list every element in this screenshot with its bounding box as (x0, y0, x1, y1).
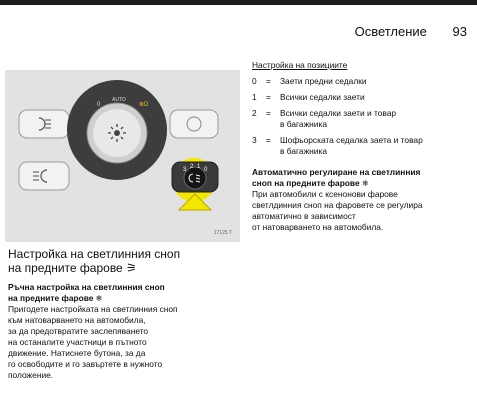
top-bar (0, 0, 477, 5)
manual-subheading: Ръчна настройка на светлинния сноп на предните фарове ❄ (8, 282, 165, 303)
section-title (8, 247, 180, 275)
right-column (252, 60, 474, 233)
running-header (355, 24, 467, 39)
auto-body: При автомобили с ксенонови фарове светлдинния сноп на фаровете се регулира автоматично в зависимост от натоварването на автомобила. (252, 189, 423, 232)
snowflake-icon: ❄ (95, 294, 103, 303)
page-number: 93 (452, 24, 467, 39)
auto-heading: Автоматично регулиране на светлинния сноп на предните фарове ❄ (252, 167, 421, 188)
wheel-digit-2: 2 (190, 164, 194, 170)
dial-label-off: 0 (97, 102, 101, 108)
wheel-digit-1: 1 (197, 164, 201, 170)
fog-light-button (19, 110, 69, 138)
snowflake-icon: ❄ (361, 179, 369, 188)
positions-heading: Настройка на позициите (252, 60, 348, 70)
title-line-1: Настройка на светлинния сноп (8, 247, 181, 261)
rear-fog-light-button (19, 162, 69, 190)
title-line-2: на предните фарове (8, 261, 123, 275)
position-item: 1 = Всички седалки заети (252, 92, 365, 102)
instrument-illumination-button (170, 110, 218, 138)
dial-label-auto: AUTO (112, 97, 126, 103)
wheel-digit-0: 0 (204, 167, 208, 173)
section-name: Осветление (354, 24, 427, 39)
position-item: 3 = Шофьорската седалка заета и товар в багажника (252, 135, 423, 156)
position-item: 2 = Всички седалки заети и товар в багажника (252, 108, 397, 129)
manual-adjustment-text (8, 282, 240, 381)
manual-body: Пригодете настройката на светлинния сноп към натоварването на автомобила, за да предотвратите заслепяването на останалите участници в пътното движение. Натиснете бутона, за да го освободите и го завъртете в нужното положение. (8, 304, 178, 380)
wheel-digit-3: 3 (183, 167, 187, 173)
position-item: 0 = Заети предни седалки (252, 76, 367, 86)
dial-label-headlight: ≣D (139, 102, 149, 108)
auto-adjustment-section (252, 167, 474, 233)
figure-code: 17125 T (213, 230, 232, 236)
headlight-range-icon: ⚞ (126, 261, 137, 275)
light-switch-illustration (5, 70, 240, 242)
